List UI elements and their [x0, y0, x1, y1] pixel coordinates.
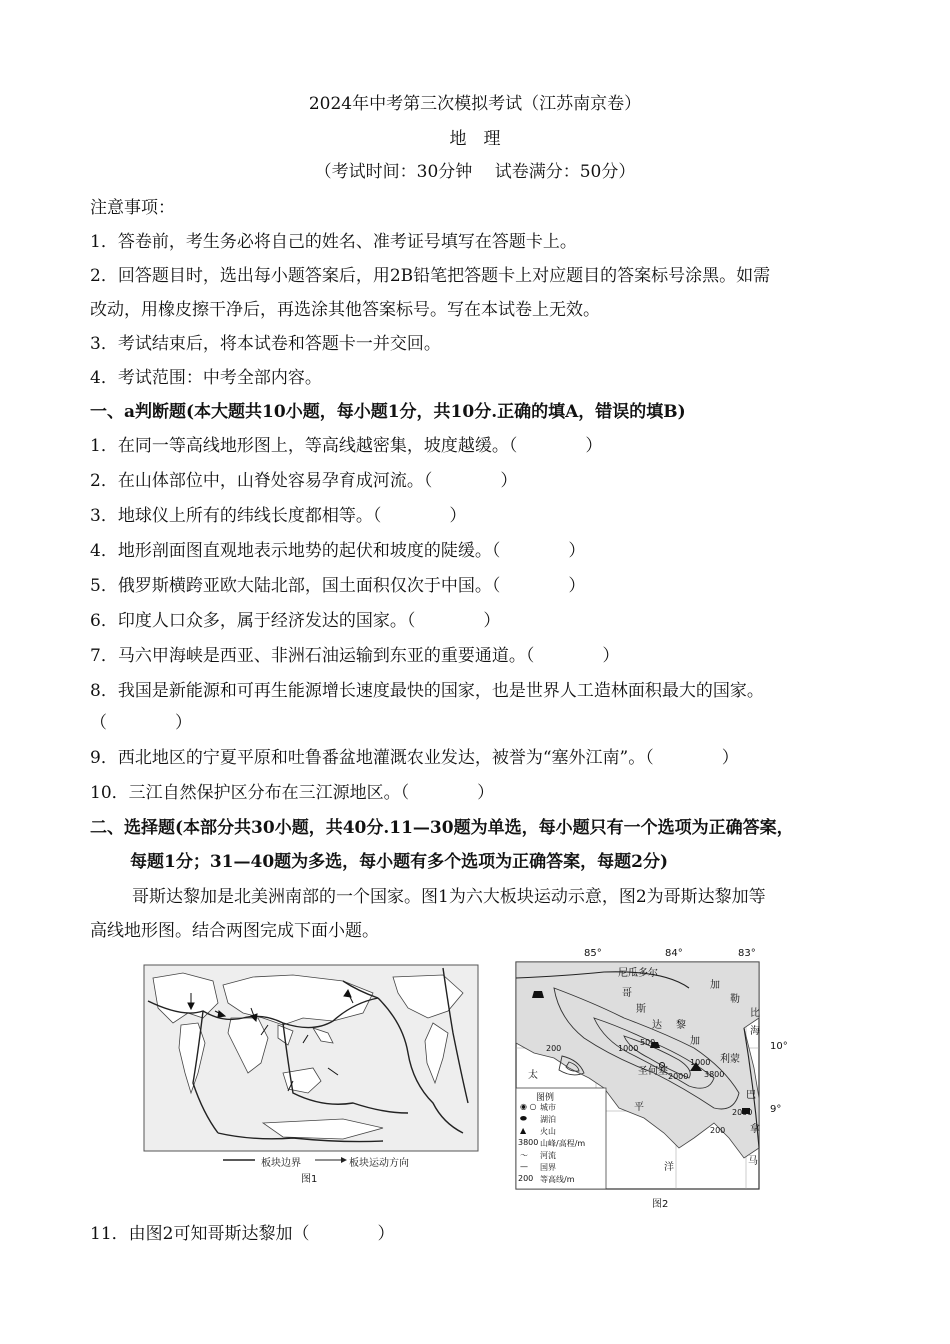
- legend-title: 图例: [536, 1093, 555, 1103]
- legend-item: 山峰/高程/m: [540, 1139, 586, 1148]
- figure2-caption: 图2: [652, 1199, 669, 1210]
- label-costa-rica: 加: [690, 1036, 700, 1047]
- label-panama: 巴: [746, 1090, 756, 1101]
- tf-question: 6．印度人口众多，属于经济发达的国家。（ ）: [90, 611, 501, 631]
- label-nicaragua: 尼瓜多尔: [618, 968, 658, 979]
- mc-question: 11．由图2可知哥斯达黎加（ ）: [90, 1224, 395, 1244]
- tf-question: 10．三江自然保护区分布在三江源地区。（ ）: [90, 783, 495, 803]
- lon-label: 84°: [665, 948, 683, 959]
- legend-lake-symbol: ⬬: [520, 1114, 527, 1123]
- legend-item: 等高线/m: [540, 1175, 575, 1184]
- legend-border-symbol: —: [520, 1162, 528, 1171]
- notice-item: 4．考试范围：中考全部内容。: [90, 368, 322, 388]
- label-pacific: 太: [528, 1070, 538, 1081]
- lon-label: 85°: [584, 948, 602, 959]
- contour-value: 1000: [690, 1058, 711, 1067]
- label-caribbean: 比: [750, 1008, 760, 1019]
- contour-value: 200: [546, 1044, 562, 1053]
- legend-river-symbol: ～: [520, 1151, 528, 1160]
- notice-item: 改动，用橡皮擦干净后，再选涂其他答案标号。写在本试卷上无效。: [90, 300, 600, 320]
- legend-item: 湖泊: [540, 1115, 556, 1124]
- legend-motion-label: 板块运动方向: [349, 1158, 409, 1169]
- notice-item: 3．考试结束后，将本试卷和答题卡一并交回。: [90, 334, 441, 354]
- label-costa-rica: 黎: [676, 1020, 686, 1031]
- exam-time-info: （考试时间：30分钟 试卷满分：50分）: [314, 162, 636, 182]
- plate-map-svg: [143, 963, 479, 1188]
- legend-city-symbol: ◉ ○: [520, 1102, 537, 1111]
- notice-item: 1．答卷前，考生务必将自己的姓名、准考证号填写在答题卡上。: [90, 232, 577, 252]
- label-costa-rica: 哥: [622, 988, 632, 999]
- legend-volcano-symbol: ▲: [520, 1126, 527, 1135]
- section2-heading-cont: 每题1分；31—40题为多选，每小题有多个选项为正确答案，每题2分): [130, 852, 669, 872]
- legend-item: 河流: [540, 1151, 556, 1160]
- tf-question: 8．我国是新能源和可再生能源增长速度最快的国家，也是世界人工造林面积最大的国家。: [90, 681, 764, 701]
- label-pacific: 平: [634, 1102, 644, 1113]
- label-pacific: 洋: [664, 1162, 674, 1173]
- label-caribbean: 海: [750, 1026, 760, 1037]
- label-costa-rica: 斯: [636, 1004, 646, 1015]
- intro-paragraph: 哥斯达黎加是北美洲南部的一个国家。图1为六大板块运动示意，图2为哥斯达黎加等: [132, 887, 766, 907]
- tf-question: 9．西北地区的宁夏平原和吐鲁番盆地灌溉农业发达，被誉为“塞外江南”。（ ）: [90, 748, 739, 768]
- contour-value: 2000: [732, 1108, 753, 1117]
- section1-heading: 一、a判断题(本大题共10小题，每小题1分，共10分.正确的填A，错误的填B): [90, 402, 686, 422]
- contour-value: 2000: [668, 1072, 689, 1081]
- legend-item: 国界: [540, 1163, 556, 1172]
- tf-question: 5．俄罗斯横跨亚欧大陆北部，国土面积仅次于中国。（ ）: [90, 576, 586, 596]
- legend-item: 城市: [540, 1103, 556, 1112]
- label-caribbean: 勒: [730, 994, 740, 1005]
- subject-title: 地 理: [449, 129, 501, 149]
- legend-peak-value: 3800: [518, 1138, 539, 1147]
- label-limon: 利蒙: [720, 1054, 740, 1065]
- section2-heading: 二、选择题(本部分共30小题，共40分.11—30题为单选，每小题只有一个选项为正确答案，: [90, 818, 794, 838]
- legend-item: 火山: [540, 1127, 556, 1136]
- intro-paragraph-cont: 高线地形图。结合两图完成下面小题。: [90, 921, 379, 941]
- contour-value: 1000: [618, 1044, 639, 1053]
- exam-title: 2024年中考第三次模拟考试（江苏南京卷）: [308, 94, 642, 114]
- label-caribbean: 加: [710, 980, 720, 991]
- lon-label: 83°: [738, 948, 756, 959]
- tf-question: 3．地球仪上所有的纬线长度都相等。（ ）: [90, 506, 467, 526]
- figure1-caption: 图1: [301, 1174, 318, 1185]
- tf-question: 4．地形剖面图直观地表示地势的起伏和坡度的陡缓。（ ）: [90, 541, 586, 561]
- label-panama: 马: [748, 1156, 758, 1167]
- notice-item: 2．回答题目时，选出每小题答案后，用2B铅笔把答题卡上对应题目的答案标号涂黑。如需: [90, 266, 771, 286]
- label-san-jose: 圣何塞: [638, 1066, 668, 1077]
- figure2-contour-map: [514, 948, 788, 1213]
- legend-boundary-label: 板块边界: [261, 1158, 301, 1169]
- contour-value: 500: [640, 1038, 656, 1047]
- notice-heading: 注意事项：: [90, 198, 175, 218]
- tf-question: 7．马六甲海峡是西亚、非洲石油运输到东亚的重要通道。（ ）: [90, 646, 620, 666]
- tf-question-continuation: （ ）: [90, 713, 192, 733]
- contour-value: 200: [710, 1126, 726, 1135]
- label-costa-rica: 达: [652, 1020, 662, 1031]
- tf-question: 1．在同一等高线地形图上，等高线越密集，坡度越缓。（ ）: [90, 436, 603, 456]
- figure1-plate-map: [143, 963, 479, 1188]
- tf-question: 2．在山体部位中，山脊处容易孕育成河流。（ ）: [90, 471, 518, 491]
- legend-contour-value: 200: [518, 1174, 534, 1183]
- lat-label: 10°: [770, 1041, 788, 1052]
- lat-label: 9°: [770, 1104, 782, 1115]
- peak-value: 3800: [704, 1070, 725, 1079]
- label-panama: 拿: [750, 1124, 760, 1135]
